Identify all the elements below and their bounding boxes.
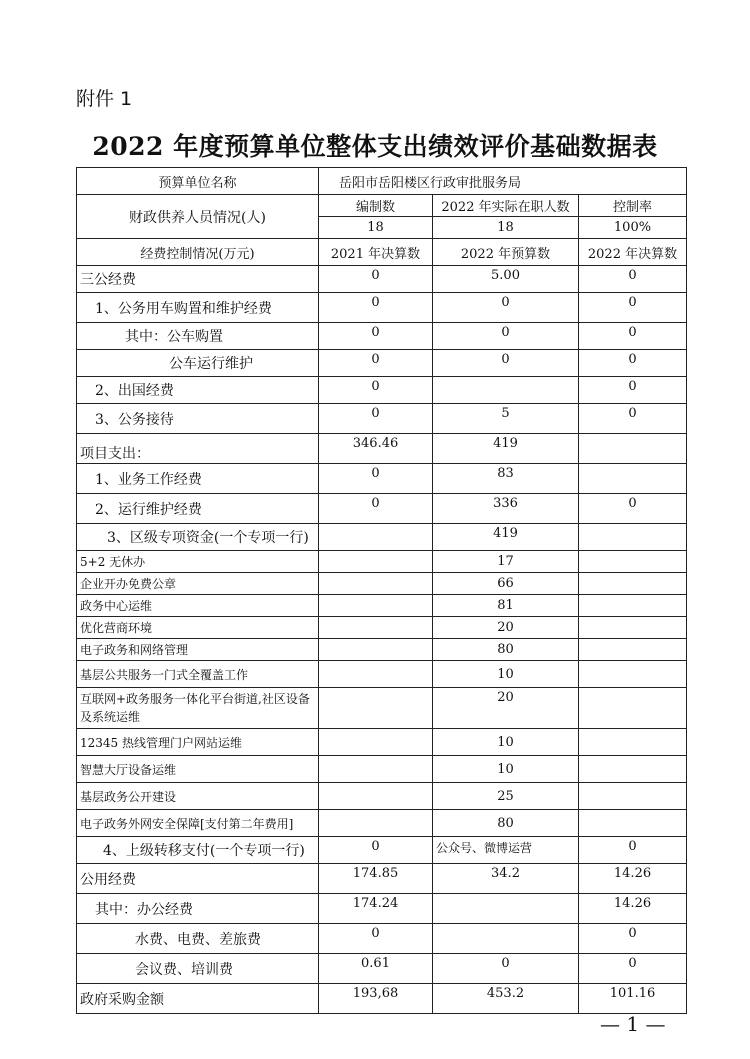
table-row bbox=[77, 377, 687, 404]
row-value: 0 bbox=[579, 837, 687, 864]
row-value bbox=[579, 756, 687, 783]
row-value: 10 bbox=[433, 729, 579, 756]
staff-value-quota: 18 bbox=[319, 217, 433, 239]
table-row bbox=[77, 494, 687, 524]
row-label: 3、公务接待 bbox=[77, 404, 319, 434]
row-value bbox=[319, 573, 433, 595]
table-row bbox=[77, 837, 687, 864]
row-label: 1、业务工作经费 bbox=[77, 464, 319, 494]
row-label: 3、区级专项资金(一个专项一行) bbox=[77, 524, 319, 551]
row-value: 81 bbox=[433, 595, 579, 617]
row-label: 电子政务和网络管理 bbox=[77, 639, 319, 661]
row-value bbox=[433, 924, 579, 954]
row-value: 14.26 bbox=[579, 894, 687, 924]
row-label: 5+2 无休办 bbox=[77, 551, 319, 573]
table-row bbox=[77, 350, 687, 377]
funds-label: 经费控制情况(万元) bbox=[77, 239, 319, 266]
staff-header-quota: 编制数 bbox=[319, 195, 433, 217]
row-label: 1、公务用车购置和维护经费 bbox=[77, 293, 319, 323]
row-value: 10 bbox=[433, 661, 579, 688]
row-value: 0 bbox=[319, 293, 433, 323]
row-value: 0 bbox=[579, 293, 687, 323]
row-value: 0 bbox=[319, 494, 433, 524]
row-value bbox=[319, 524, 433, 551]
row-value bbox=[579, 617, 687, 639]
row-label: 企业开办免费公章 bbox=[77, 573, 319, 595]
row-value: 0 bbox=[319, 323, 433, 350]
row-value: 0 bbox=[433, 293, 579, 323]
row-value: 0 bbox=[433, 350, 579, 377]
table-row bbox=[77, 266, 687, 293]
row-value bbox=[433, 894, 579, 924]
row-label: 优化营商环境 bbox=[77, 617, 319, 639]
row-label: 互联网+政务服务一体化平台街道,社区设备及系统运维 bbox=[77, 688, 319, 729]
row-value bbox=[319, 617, 433, 639]
row-label: 会议费、培训费 bbox=[77, 954, 319, 984]
row-value: 0 bbox=[319, 377, 433, 404]
table-row bbox=[77, 293, 687, 323]
row-value: 0 bbox=[319, 464, 433, 494]
row-value: 0 bbox=[319, 350, 433, 377]
unit-label: 预算单位名称 bbox=[77, 168, 319, 195]
row-value: 0 bbox=[579, 954, 687, 984]
row-value bbox=[579, 434, 687, 464]
row-value: 0 bbox=[319, 404, 433, 434]
table-row bbox=[77, 434, 687, 464]
row-value bbox=[579, 639, 687, 661]
row-value bbox=[319, 551, 433, 573]
row-label: 基层政务公开建设 bbox=[77, 783, 319, 810]
table-row bbox=[77, 661, 687, 688]
row-value bbox=[579, 661, 687, 688]
row-value bbox=[433, 377, 579, 404]
row-label: 政府采购金额 bbox=[77, 984, 319, 1014]
row-value: 174.85 bbox=[319, 864, 433, 894]
funds-header-2022-budget: 2022 年预算数 bbox=[433, 239, 579, 266]
row-value bbox=[579, 573, 687, 595]
funds-header-2022-final: 2022 年决算数 bbox=[579, 239, 687, 266]
row-value: 80 bbox=[433, 639, 579, 661]
row-label: 2、运行维护经费 bbox=[77, 494, 319, 524]
staff-header-row bbox=[77, 195, 687, 217]
table-row bbox=[77, 729, 687, 756]
table-row bbox=[77, 464, 687, 494]
row-value bbox=[319, 639, 433, 661]
row-value: 336 bbox=[433, 494, 579, 524]
row-value: 0 bbox=[433, 323, 579, 350]
table-row bbox=[77, 810, 687, 837]
row-value: 66 bbox=[433, 573, 579, 595]
funds-header-2021: 2021 年决算数 bbox=[319, 239, 433, 266]
table-row bbox=[77, 639, 687, 661]
row-value: 0 bbox=[579, 266, 687, 293]
row-label: 其中：办公经费 bbox=[77, 894, 319, 924]
row-value: 419 bbox=[433, 434, 579, 464]
row-value bbox=[579, 810, 687, 837]
row-value: 0 bbox=[579, 494, 687, 524]
table-row bbox=[77, 404, 687, 434]
row-label: 公车运行维护 bbox=[77, 350, 319, 377]
table-row bbox=[77, 783, 687, 810]
row-label: 智慧大厅设备运维 bbox=[77, 756, 319, 783]
page-number: — 1 — bbox=[600, 1012, 666, 1036]
row-value: 0 bbox=[579, 323, 687, 350]
staff-header-rate: 控制率 bbox=[579, 195, 687, 217]
table-row bbox=[77, 688, 687, 729]
row-value: 0 bbox=[579, 404, 687, 434]
row-value: 80 bbox=[433, 810, 579, 837]
row-label: 其中：公车购置 bbox=[77, 323, 319, 350]
row-label: 12345 热线管理门户网站运维 bbox=[77, 729, 319, 756]
row-value bbox=[579, 595, 687, 617]
row-value bbox=[579, 551, 687, 573]
row-value: 17 bbox=[433, 551, 579, 573]
row-label: 项目支出： bbox=[77, 434, 319, 464]
row-value: 0 bbox=[319, 924, 433, 954]
row-value: 174.24 bbox=[319, 894, 433, 924]
row-value: 419 bbox=[433, 524, 579, 551]
row-label: 4、上级转移支付(一个专项一行) bbox=[77, 837, 319, 864]
staff-header-actual: 2022 年实际在职人数 bbox=[433, 195, 579, 217]
row-value bbox=[319, 729, 433, 756]
table-row bbox=[77, 924, 687, 954]
row-value: 0 bbox=[579, 924, 687, 954]
table-row bbox=[77, 617, 687, 639]
row-value: 20 bbox=[433, 617, 579, 639]
row-value: 0 bbox=[579, 350, 687, 377]
row-value bbox=[319, 688, 433, 729]
row-value bbox=[579, 524, 687, 551]
row-label: 电子政务外网安全保障[支付第二年费用] bbox=[77, 810, 319, 837]
row-value: 5.00 bbox=[433, 266, 579, 293]
annex-label: 附件 1 bbox=[76, 88, 133, 110]
row-value: 0 bbox=[319, 266, 433, 293]
row-label: 2、出国经费 bbox=[77, 377, 319, 404]
row-label: 基层公共服务一门式全覆盖工作 bbox=[77, 661, 319, 688]
staff-value-rate: 100% bbox=[579, 217, 687, 239]
row-value bbox=[319, 756, 433, 783]
row-value: 0 bbox=[433, 954, 579, 984]
budget-data-table bbox=[76, 167, 687, 1014]
row-value bbox=[319, 661, 433, 688]
table-row bbox=[77, 551, 687, 573]
row-value bbox=[579, 729, 687, 756]
row-value: 公众号、微博运营 bbox=[433, 837, 579, 864]
table-row bbox=[77, 984, 687, 1014]
row-value bbox=[319, 595, 433, 617]
row-value: 0.61 bbox=[319, 954, 433, 984]
table-row bbox=[77, 595, 687, 617]
staff-label: 财政供养人员情况(人) bbox=[77, 195, 319, 239]
row-value bbox=[579, 688, 687, 729]
unit-value: 岳阳市岳阳楼区行政审批服务局 bbox=[319, 168, 687, 195]
staff-value-actual: 18 bbox=[433, 217, 579, 239]
page-title: 2022 年度预算单位整体支出绩效评价基础数据表 bbox=[92, 132, 658, 161]
row-label: 政务中心运维 bbox=[77, 595, 319, 617]
row-value: 83 bbox=[433, 464, 579, 494]
row-value: 453.2 bbox=[433, 984, 579, 1014]
row-value: 34.2 bbox=[433, 864, 579, 894]
table-row bbox=[77, 573, 687, 595]
row-value: 0 bbox=[579, 377, 687, 404]
row-label: 三公经费 bbox=[77, 266, 319, 293]
row-value: 346.46 bbox=[319, 434, 433, 464]
table-row bbox=[77, 524, 687, 551]
row-value: 20 bbox=[433, 688, 579, 729]
row-value: 101.16 bbox=[579, 984, 687, 1014]
row-label: 公用经费 bbox=[77, 864, 319, 894]
row-label: 水费、电费、差旅费 bbox=[77, 924, 319, 954]
row-value: 14.26 bbox=[579, 864, 687, 894]
funds-header-row bbox=[77, 239, 687, 266]
table-row bbox=[77, 864, 687, 894]
table-row bbox=[77, 323, 687, 350]
table-row bbox=[77, 954, 687, 984]
row-value: 10 bbox=[433, 756, 579, 783]
row-value bbox=[319, 810, 433, 837]
row-value: 0 bbox=[319, 837, 433, 864]
unit-row bbox=[77, 168, 687, 195]
row-value: 5 bbox=[433, 404, 579, 434]
row-value bbox=[319, 783, 433, 810]
table-row bbox=[77, 756, 687, 783]
row-value: 25 bbox=[433, 783, 579, 810]
row-value bbox=[579, 464, 687, 494]
row-value: 193,68 bbox=[319, 984, 433, 1014]
row-value bbox=[579, 783, 687, 810]
table-row bbox=[77, 894, 687, 924]
